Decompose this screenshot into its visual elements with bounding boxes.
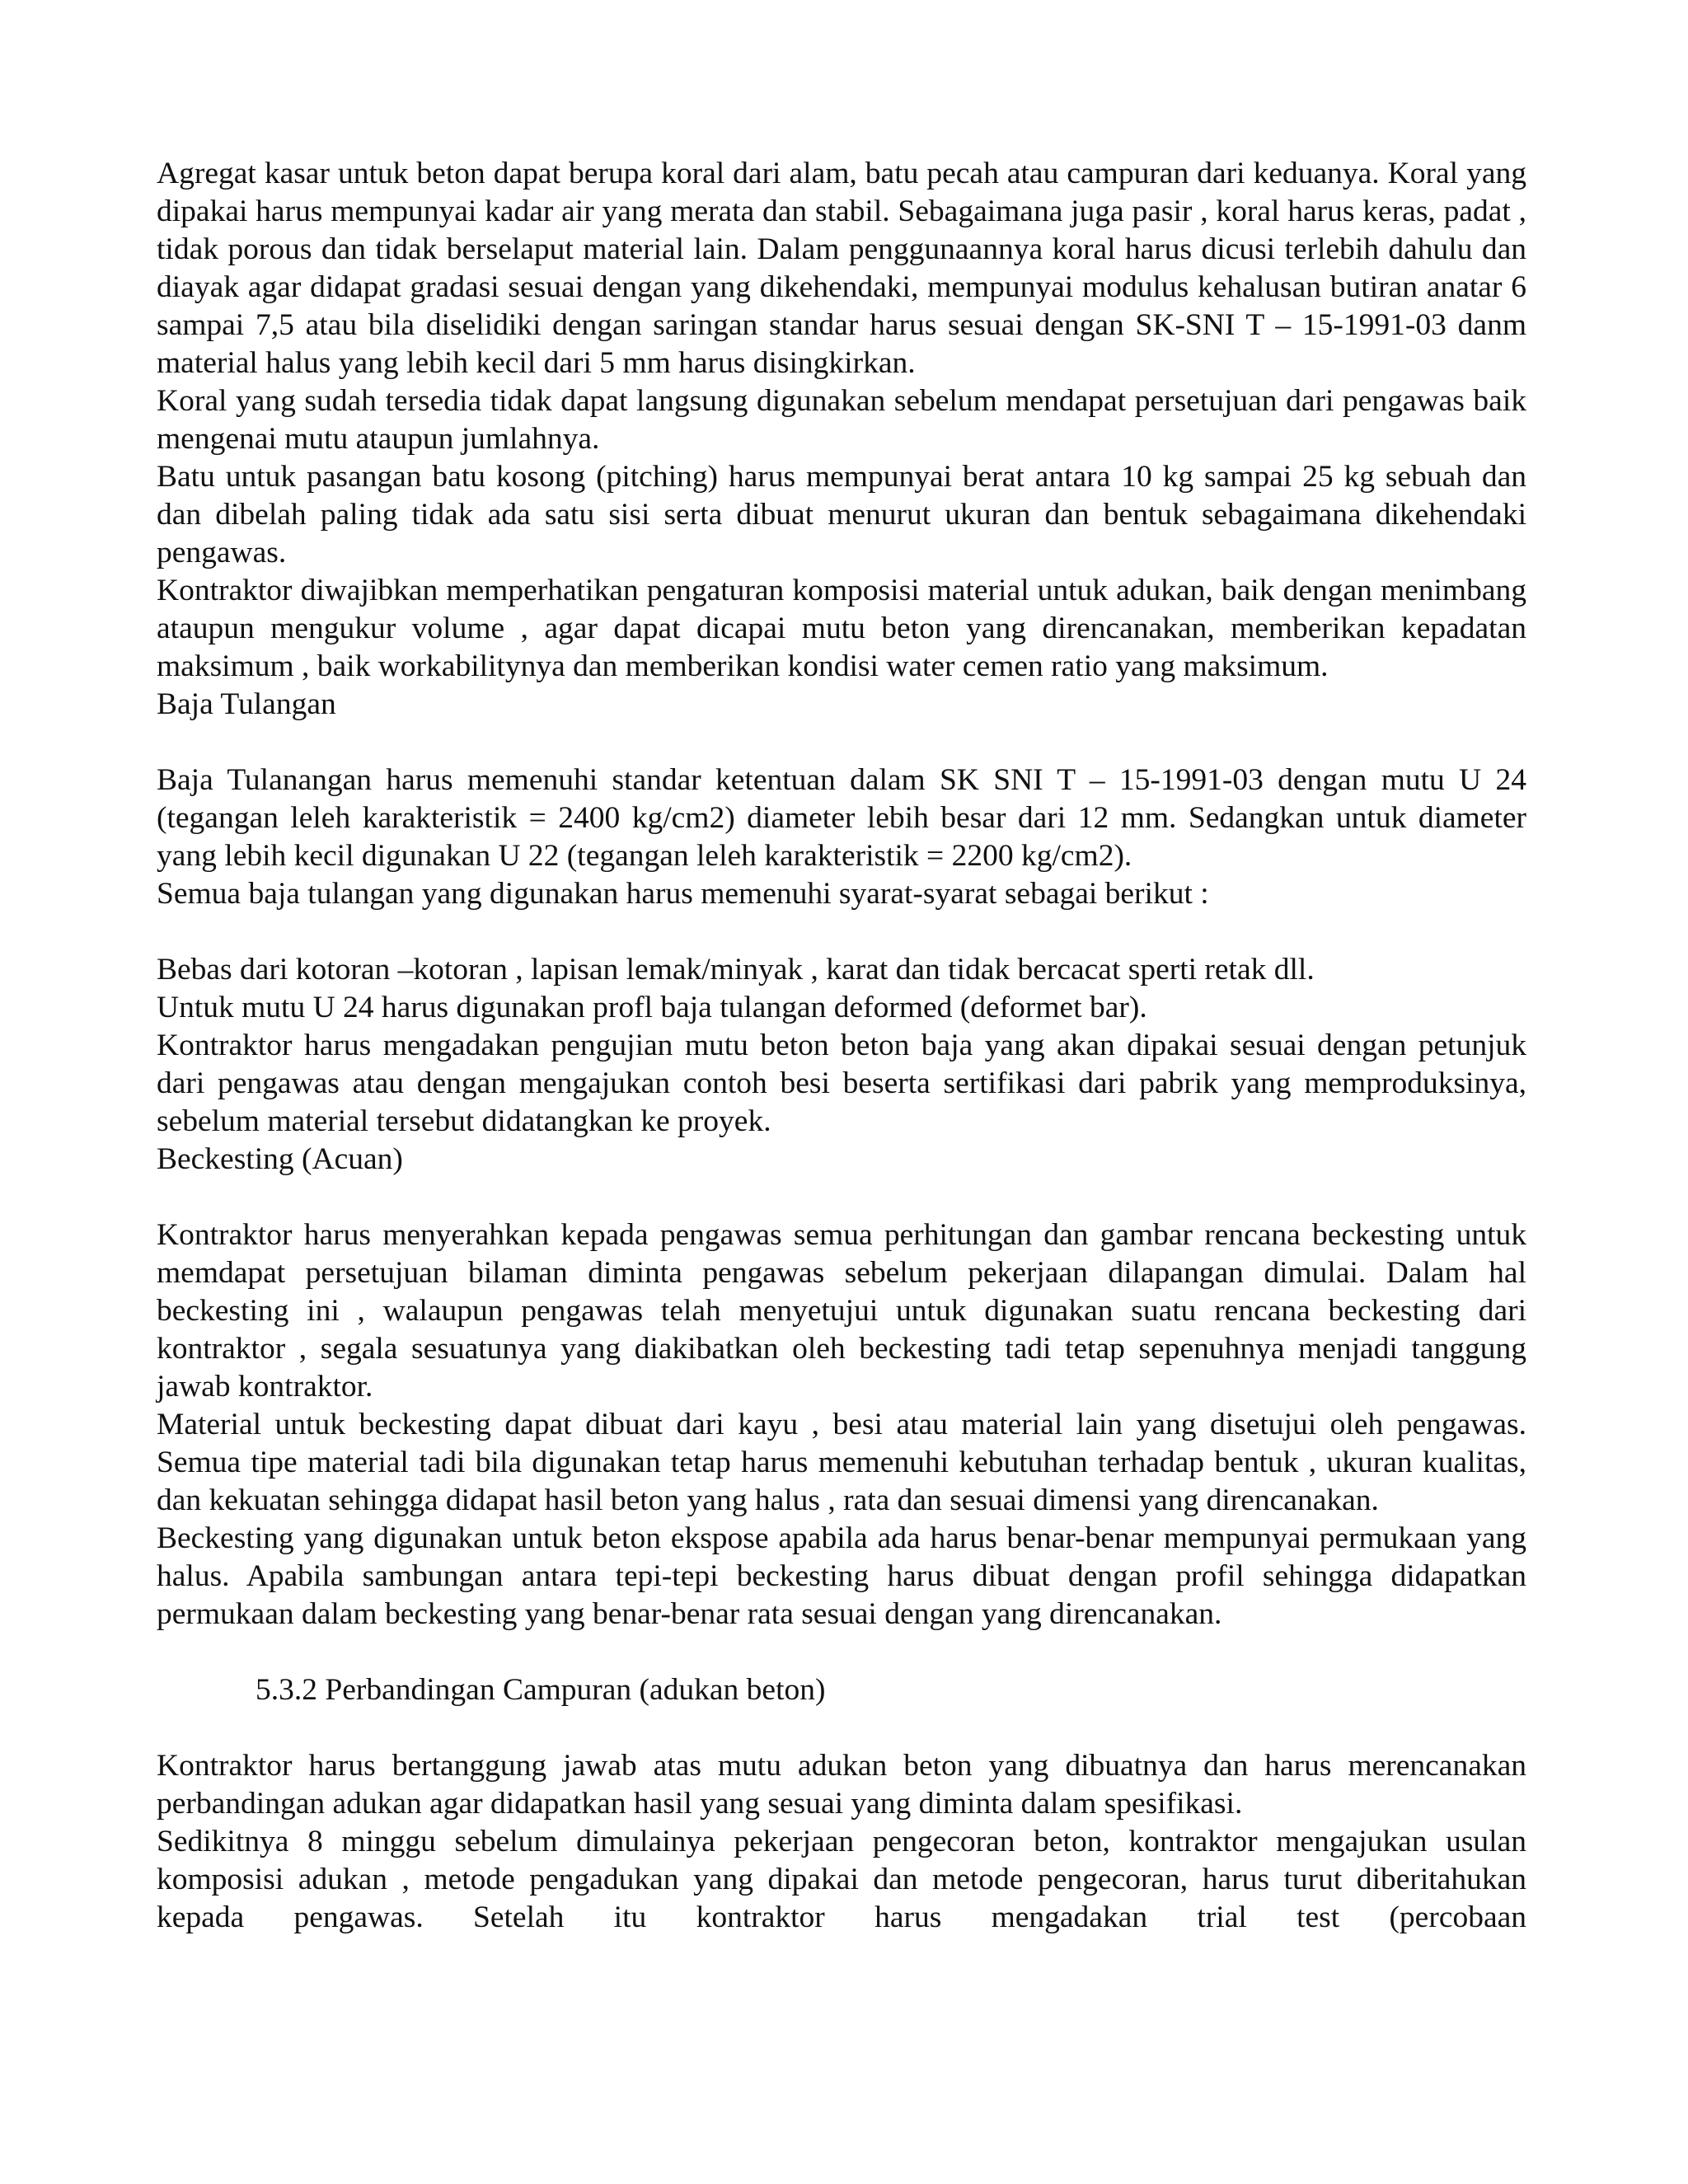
paragraph-mutu-u24: Untuk mutu U 24 harus digunakan profl baja tulangan deformed (deformet bar).: [157, 991, 1147, 1024]
heading-baja-tulangan: Baja Tulangan: [157, 687, 336, 721]
paragraph-usulan-komposisi: Sedikitnya 8 minggu sebelum dimulainya pekerjaan pengecoran beton, kontraktor mengajukan usulan komposisi adukan , metode pengadukan yang dipakai dan metode pengecoran, harus turut diberitahukan kepada pengawas. Setelah itu kontraktor harus mengadakan trial test (percobaan: [157, 1825, 1526, 1934]
paragraph-koral-persetujuan: Koral yang sudah tersedia tidak dapat langsung digunakan sebelum mendapat persetujuan dari pengawas baik mengenai mutu ataupun jumlahnya.: [157, 384, 1526, 456]
paragraph-tanggung-jawab-mutu: Kontraktor harus bertanggung jawab atas mutu adukan beton yang dibuatnya dan harus merencanakan perbandingan adukan agar didapatkan hasil yang sesuai yang diminta dalam spesifikasi.: [157, 1749, 1526, 1821]
paragraph-standar-baja: Baja Tulanangan harus memenuhi standar ketentuan dalam SK SNI T – 15-1991-03 dengan mutu U 24 (tegangan leleh karakteristik = 2400 kg/cm2) diameter lebih besar dari 12 mm. Sedangkan untuk diameter yang lebih kecil digunakan U 22 (tegangan leleh karakteristik = 2200 kg/cm2).: [157, 763, 1526, 873]
spacer: [157, 1633, 1526, 1671]
spacer: [157, 1709, 1526, 1747]
paragraph-beton-ekspose: Beckesting yang digunakan untuk beton ekspose apabila ada harus benar-benar mempunyai permukaan yang halus. Apabila sambungan antara tepi-tepi beckesting harus dibuat dengan profil sehingga didapatkan permukaan dalam beckesting yang benar-benar rata sesuai dengan yang direncanakan.: [157, 1521, 1526, 1631]
paragraph-pengujian-mutu: Kontraktor harus mengadakan pengujian mutu beton beton baja yang akan dipakai sesuai dengan petunjuk dari pengawas atau dengan mengajukan contoh besi beserta sertifikasi dari pabrik yang memproduksinya, sebelum material tersebut didatangkan ke proyek.: [157, 1029, 1526, 1138]
subsection-heading-5-3-2: 5.3.2 Perbandingan Campuran (adukan beton): [256, 1673, 826, 1707]
paragraph-bebas-kotoran: Bebas dari kotoran –kotoran , lapisan lemak/minyak , karat dan tidak bercacat sperti retak dll.: [157, 953, 1315, 987]
spacer: [157, 724, 1526, 762]
paragraph-batu-pasangan: Batu untuk pasangan batu kosong (pitching) harus mempunyai berat antara 10 kg sampai 25 kg sebuah dan dan dibelah paling tidak ada satu sisi serta dibuat menurut ukuran dan bentuk sebagaimana dikehendaki pengawas.: [157, 460, 1526, 569]
spacer: [157, 913, 1526, 951]
paragraph-komposisi-material: Kontraktor diwajibkan memperhatikan pengaturan komposisi material untuk adukan, baik dengan menimbang ataupun mengukur volume , agar dapat dicapai mutu beton yang direncanakan, memberikan kepadatan maksimum , baik workabilitynya dan memberikan kondisi water cemen ratio yang maksimum.: [157, 574, 1526, 683]
document-page: [157, 155, 1526, 1937]
paragraph-perhitungan-beckesting: Kontraktor harus menyerahkan kepada pengawas semua perhitungan dan gambar rencana beckesting untuk memdapat persetujuan bilaman diminta pengawas sebelum pekerjaan dilapangan dimulai. Dalam hal beckesting ini , walaupun pengawas telah menyetujui untuk digunakan suatu rencana beckesting dari kontraktor , segala sesuatunya yang diakibatkan oleh beckesting tadi tetap sepenuhnya menjadi tanggung jawab kontraktor.: [157, 1218, 1526, 1404]
paragraph-agregat-kasar: Agregat kasar untuk beton dapat berupa koral dari alam, batu pecah atau campuran dari keduanya. Koral yang dipakai harus mempunyai kadar air yang merata dan stabil. Sebagaimana juga pasir , koral harus keras, padat , tidak porous dan tidak berselaput material lain. Dalam penggunaannya koral harus dicusi terlebih dahulu dan diayak agar didapat gradasi sesuai dengan yang dikehendaki, mempunyai modulus kehalusan butiran anatar 6 sampai 7,5 atau bila diselidiki dengan saringan standar harus sesuai dengan SK-SNI T – 15-1991-03 danm material halus yang lebih kecil dari 5 mm harus disingkirkan.: [157, 157, 1526, 380]
paragraph-material-beckesting: Material untuk beckesting dapat dibuat dari kayu , besi atau material lain yang disetujui oleh pengawas. Semua tipe material tadi bila digunakan tetap harus memenuhi kebutuhan terhadap bentuk , ukuran kualitas, dan kekuatan sehingga didapat hasil beton yang halus , rata dan sesuai dimensi yang direncanakan.: [157, 1408, 1526, 1517]
paragraph-syarat-baja: Semua baja tulangan yang digunakan harus memenuhi syarat-syarat sebagai berikut :: [157, 877, 1209, 911]
heading-beckesting: Beckesting (Acuan): [157, 1142, 403, 1176]
spacer: [157, 1179, 1526, 1216]
